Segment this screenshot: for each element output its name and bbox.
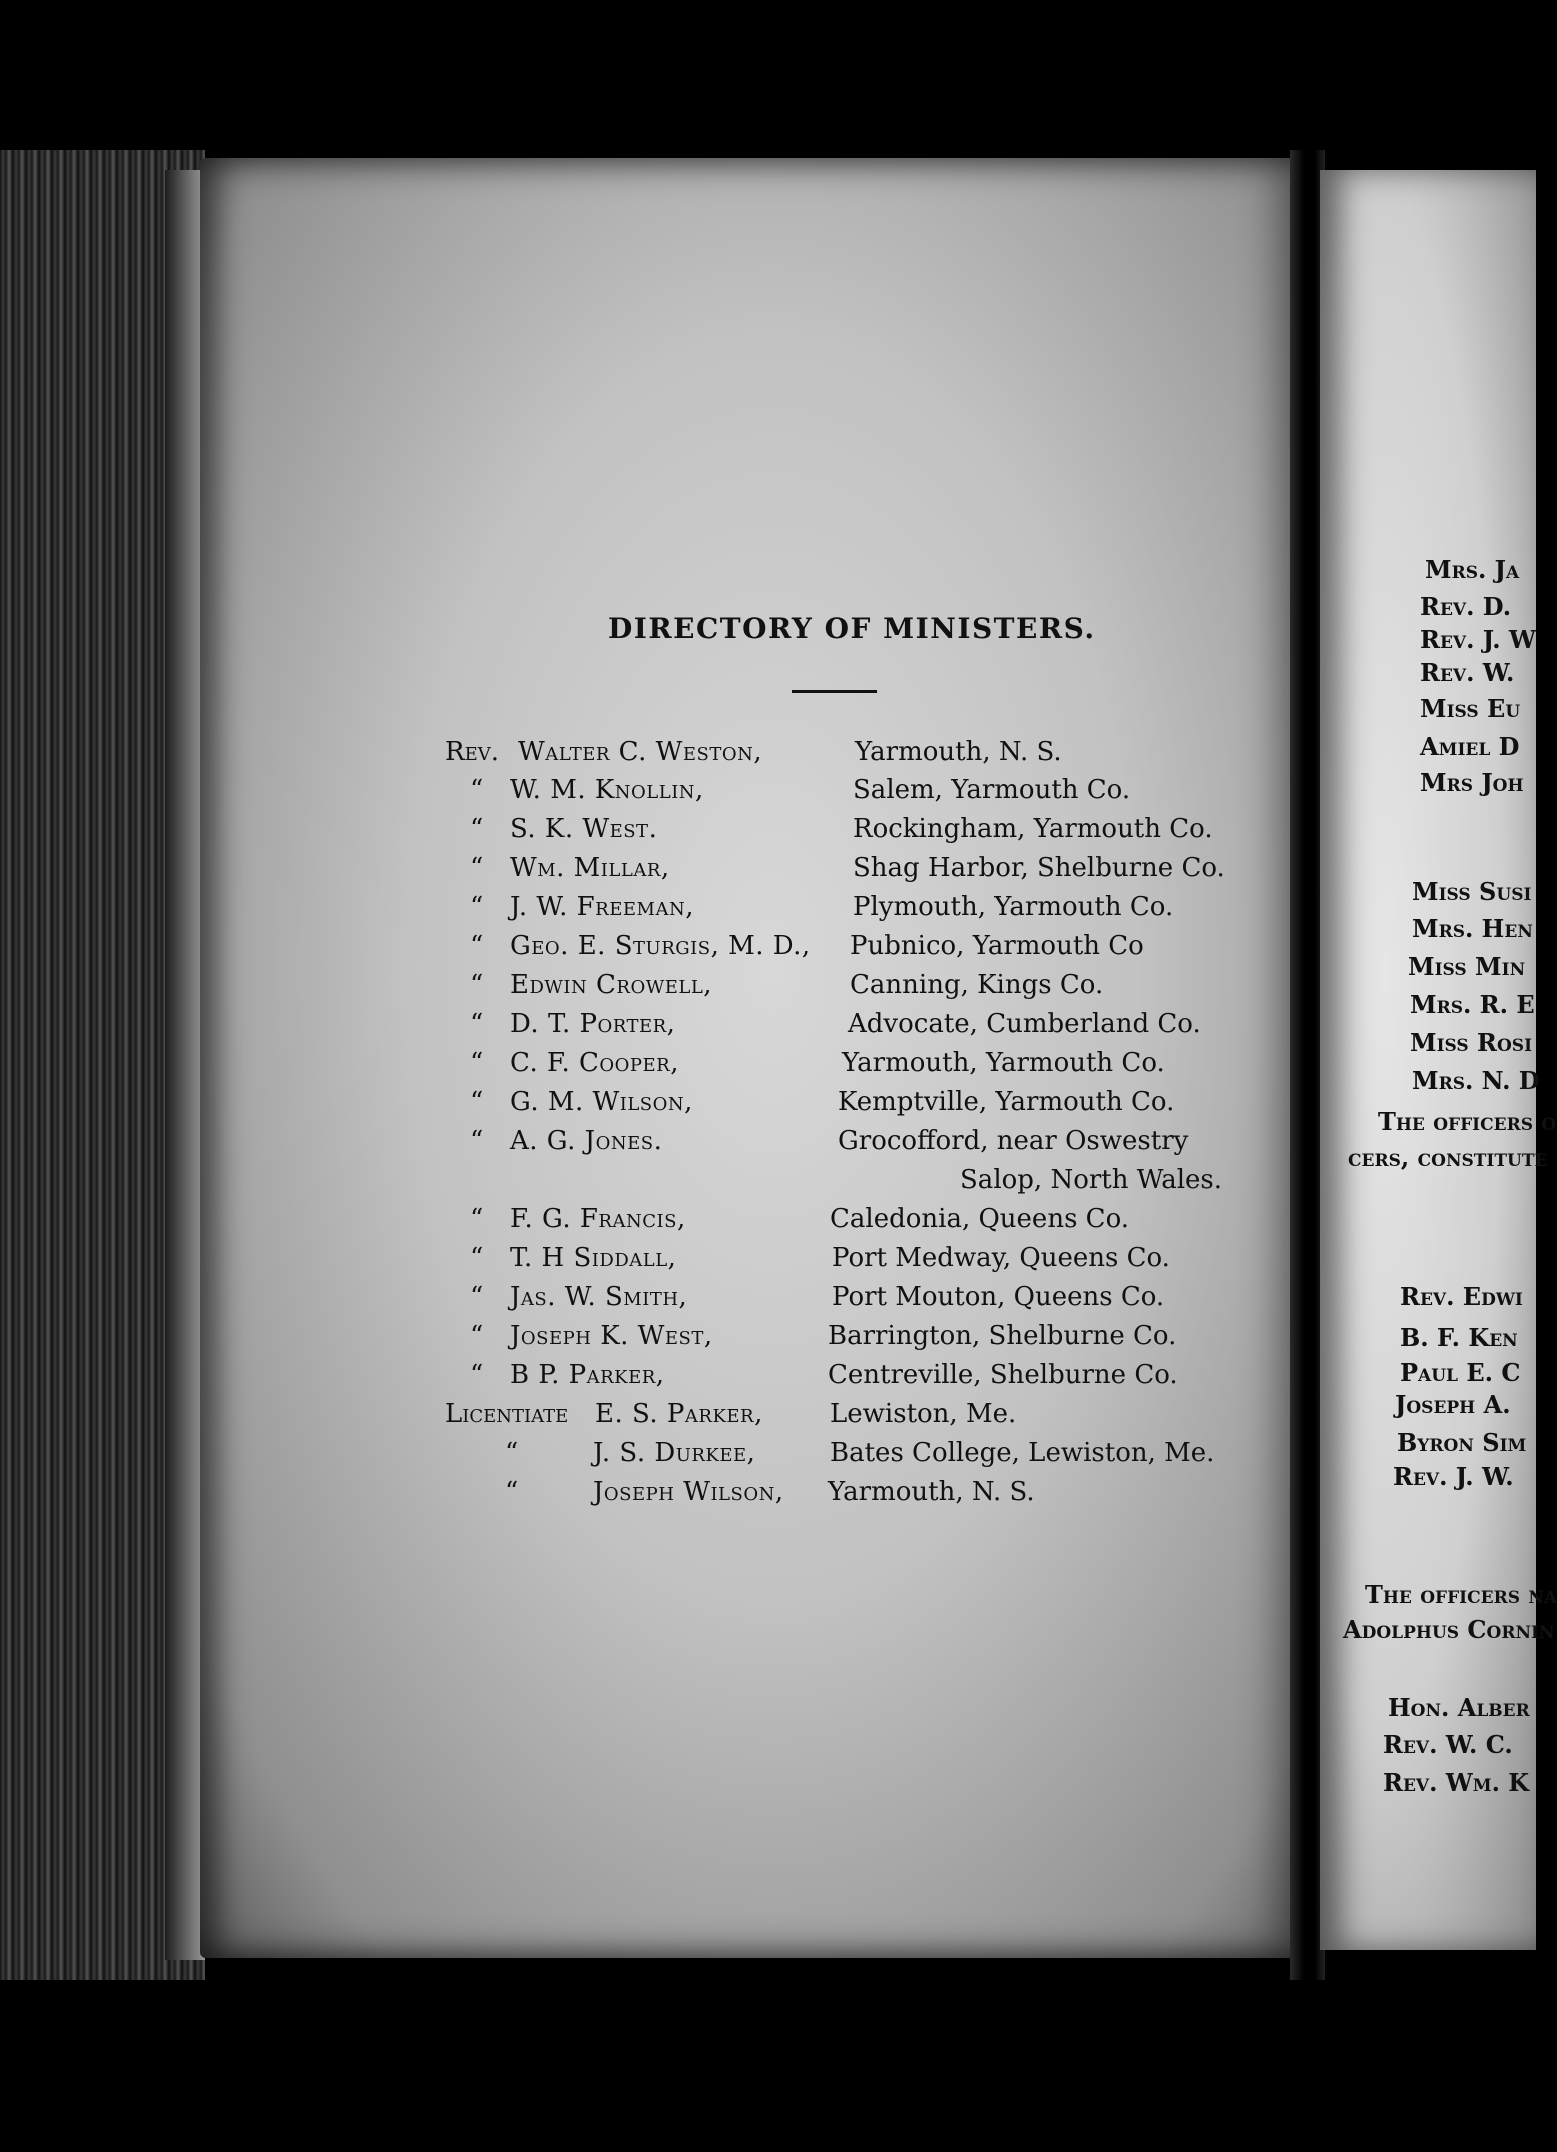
minister-name: J. S. Durkee, xyxy=(593,1438,756,1468)
minister-name: W. M. Knollin, xyxy=(510,775,704,805)
right-page xyxy=(1320,170,1557,1950)
minister-name: Geo. E. Sturgis, M. D., xyxy=(510,931,811,961)
minister-prefix: “ xyxy=(470,1321,484,1351)
minister-name: Joseph K. West, xyxy=(510,1321,713,1351)
right-page-line: Mrs. Hen xyxy=(1412,914,1533,943)
minister-prefix: “ xyxy=(470,1126,484,1156)
minister-location: Shag Harbor, Shelburne Co. xyxy=(853,853,1225,883)
right-page-line: Rev. J. W xyxy=(1420,625,1536,654)
minister-name: G. M. Wilson, xyxy=(510,1087,693,1117)
minister-location: Plymouth, Yarmouth Co. xyxy=(853,892,1174,922)
minister-location: Kemptville, Yarmouth Co. xyxy=(838,1087,1175,1117)
right-page-line: Rev. Edwi xyxy=(1400,1282,1523,1311)
minister-name: A. G. Jones. xyxy=(510,1126,663,1156)
minister-name: Walter C. Weston, xyxy=(518,737,763,767)
minister-location: Grocofford, near Oswestry xyxy=(838,1126,1189,1156)
minister-location: Pubnico, Yarmouth Co xyxy=(850,931,1144,961)
right-page-line: Miss Eu xyxy=(1420,694,1521,723)
book-page-edges xyxy=(0,150,205,1980)
right-page-line: Mrs. Ja xyxy=(1425,555,1520,584)
right-page-line: Rev. Wm. K xyxy=(1383,1768,1530,1797)
minister-prefix: “ xyxy=(470,892,484,922)
minister-prefix: “ xyxy=(470,853,484,883)
right-page-line: Rev. J. W. xyxy=(1393,1462,1514,1491)
right-page-line: Rev. D. xyxy=(1420,592,1512,621)
minister-prefix: “ xyxy=(470,775,484,805)
minister-prefix: “ xyxy=(470,1204,484,1234)
minister-name: D. T. Porter, xyxy=(510,1009,676,1039)
right-page-line: The officers o xyxy=(1378,1107,1557,1136)
right-page-line: Mrs. N. D xyxy=(1412,1066,1540,1095)
minister-prefix: “ xyxy=(470,931,484,961)
right-page-line: Rev. W. C. xyxy=(1383,1730,1513,1759)
minister-name: T. H Siddall, xyxy=(510,1243,677,1273)
right-page-line: cers, constitute xyxy=(1348,1143,1548,1172)
minister-prefix: “ xyxy=(470,1243,484,1273)
minister-location: Advocate, Cumberland Co. xyxy=(848,1009,1201,1039)
right-page-line: Mrs Joh xyxy=(1420,768,1524,797)
minister-prefix: “ xyxy=(470,1360,484,1390)
minister-prefix: “ xyxy=(470,1087,484,1117)
minister-prefix: Rev. xyxy=(445,737,499,767)
minister-location: Yarmouth, N. S. xyxy=(855,737,1062,767)
right-page-line: B. F. Ken xyxy=(1400,1323,1518,1352)
right-page-line: Hon. Alber xyxy=(1388,1693,1530,1722)
right-page-line: Adolphus Cornin xyxy=(1343,1615,1555,1644)
minister-location: Rockingham, Yarmouth Co. xyxy=(853,814,1213,844)
minister-name: C. F. Cooper, xyxy=(510,1048,679,1078)
minister-prefix: “ xyxy=(470,1048,484,1078)
minister-location: Salop, North Wales. xyxy=(960,1165,1223,1195)
right-page-line: Byron Sim xyxy=(1397,1428,1527,1457)
right-page-line: Amiel D xyxy=(1420,732,1520,761)
minister-name: Jas. W. Smith, xyxy=(510,1282,688,1312)
minister-name: Edwin Crowell, xyxy=(510,970,713,1000)
minister-name: Joseph Wilson, xyxy=(593,1477,784,1507)
minister-name: B P. Parker, xyxy=(510,1360,665,1390)
right-page-line: Mrs. R. E xyxy=(1410,990,1535,1019)
minister-prefix: “ xyxy=(505,1477,519,1507)
minister-location: Salem, Yarmouth Co. xyxy=(853,775,1131,805)
minister-prefix: “ xyxy=(505,1438,519,1468)
right-page-line: Miss Rosi xyxy=(1410,1028,1533,1057)
right-page-line: The officers na xyxy=(1365,1580,1557,1609)
minister-name: S. K. West. xyxy=(510,814,658,844)
minister-name: J. W. Freeman, xyxy=(510,892,694,922)
minister-location: Canning, Kings Co. xyxy=(850,970,1104,1000)
minister-prefix: “ xyxy=(470,1282,484,1312)
minister-location: Yarmouth, N. S. xyxy=(828,1477,1035,1507)
minister-name: F. G. Francis, xyxy=(510,1204,686,1234)
minister-prefix: Licentiate xyxy=(445,1399,569,1429)
minister-location: Lewiston, Me. xyxy=(830,1399,1017,1429)
minister-location: Port Mouton, Queens Co. xyxy=(832,1282,1165,1312)
page-title: DIRECTORY OF MINISTERS. xyxy=(608,612,1096,645)
right-page-line: Joseph A. xyxy=(1395,1390,1511,1419)
right-page-line: Rev. W. xyxy=(1420,658,1515,687)
title-rule xyxy=(792,690,877,693)
right-page-line: Miss Min xyxy=(1408,952,1526,981)
minister-location: Port Medway, Queens Co. xyxy=(832,1243,1170,1273)
minister-location: Barrington, Shelburne Co. xyxy=(828,1321,1177,1351)
minister-location: Yarmouth, Yarmouth Co. xyxy=(842,1048,1165,1078)
minister-location: Centreville, Shelburne Co. xyxy=(828,1360,1178,1390)
minister-prefix: “ xyxy=(470,970,484,1000)
minister-prefix: “ xyxy=(470,814,484,844)
minister-prefix: “ xyxy=(470,1009,484,1039)
minister-name: E. S. Parker, xyxy=(595,1399,763,1429)
minister-location: Bates College, Lewiston, Me. xyxy=(830,1438,1215,1468)
right-page-line: Miss Susi xyxy=(1412,877,1532,906)
right-page-line: Paul E. C xyxy=(1400,1358,1521,1387)
minister-name: Wm. Millar, xyxy=(510,853,670,883)
minister-location: Caledonia, Queens Co. xyxy=(830,1204,1130,1234)
